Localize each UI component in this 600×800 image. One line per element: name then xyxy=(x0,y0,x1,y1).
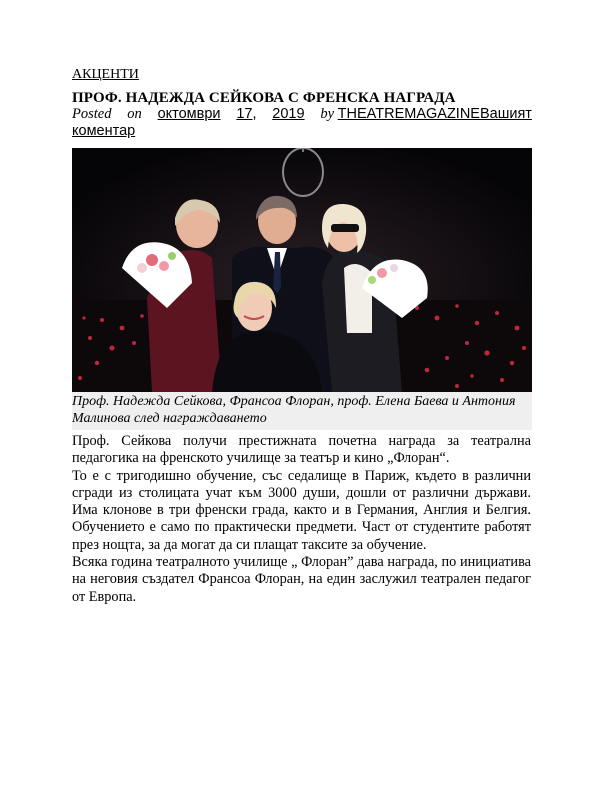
on-label: on xyxy=(127,106,142,122)
comments-link-part2[interactable]: коментар xyxy=(72,123,136,139)
paragraph: Проф. Сейкова получи престижната почетна награда за театрална педагогика на френското училище за театър и кино „Флоран“. xyxy=(72,433,531,467)
by-label: by xyxy=(320,106,335,122)
article-body xyxy=(72,433,531,606)
article-photo xyxy=(72,148,532,392)
comments-link-part1[interactable]: Вашият xyxy=(479,106,532,122)
author-link[interactable]: THEATREMAGAZINE xyxy=(337,106,480,122)
date-month-link[interactable]: октомври xyxy=(157,106,221,122)
paragraph: То е с тригодишно обучение, със седалище в Париж, където в различни сгради из столицата учат към 3000 души, дошли от различни държави. Има клонове в три френски града, както и в Германия, Англия и Белгия. Обучението е само по практически предмети. Част от студентите работят през нощта, за да могат да си плащат таксите за обучение. xyxy=(72,467,531,553)
article-title: ПРОФ. НАДЕЖДА СЕЙКОВА С ФРЕНСКА НАГРАДА xyxy=(72,90,456,106)
posted-label: Posted xyxy=(72,106,112,122)
category-link[interactable]: АКЦЕНТИ xyxy=(72,67,139,82)
post-meta xyxy=(72,106,532,140)
paragraph: Всяка година театралното училище „ Флоран” дава награда, по инициатива на неговия създател Франсоа Флоран, на един заслужил театрален педагог от Европа. xyxy=(72,554,531,605)
photo-caption: Проф. Надежда Сейкова, Франсоа Флоран, проф. Елена Баева и Антония Малинова след награждаването xyxy=(72,392,532,430)
date-day-link[interactable]: 17, xyxy=(236,106,257,122)
date-year-link[interactable]: 2019 xyxy=(272,106,305,122)
